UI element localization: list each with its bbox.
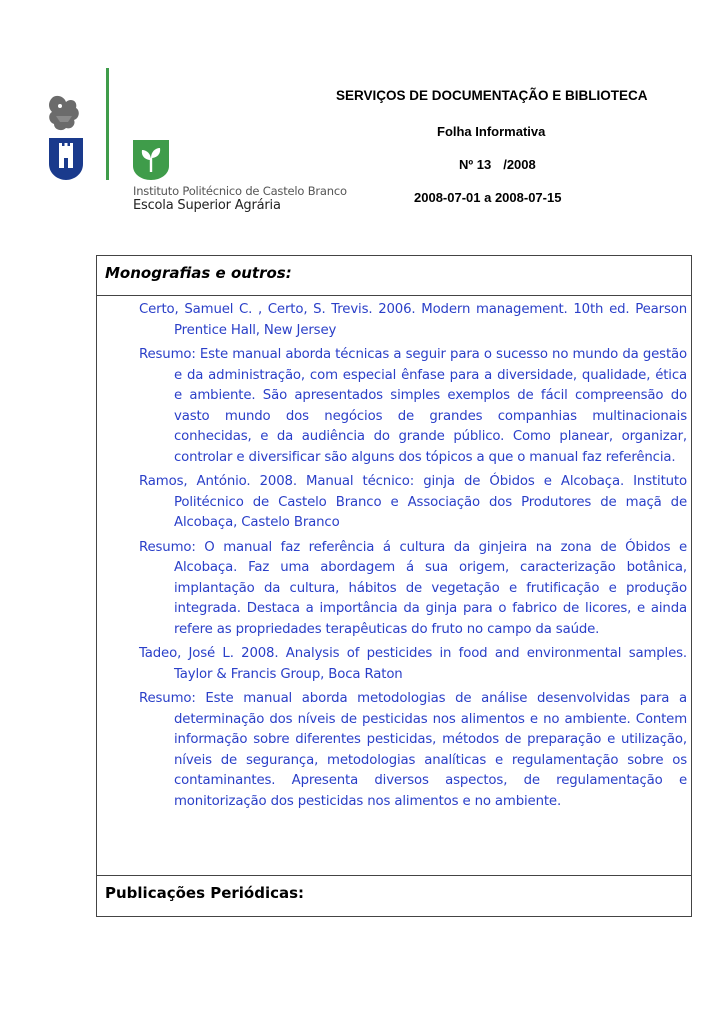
list-item: Resumo: Este manual aborda metodologias de análise desenvolvidas para a determinação dos níveis de pesticidas nos alimentos e no ambiente. Contem informação sobre diferentes pesticidas, métodos de preparação e utilização, níveis de segurança, metodologias analíticas e regulamentação sobre os contaminantes. Apresenta diversos aspectos, de regulamentação e monitorização dos pesticidas nos alimentos e no ambiente.: [139, 691, 687, 809]
issue-number: [459, 157, 536, 172]
issue-number-year: /2008: [503, 157, 536, 172]
list-item: Ramos, António. 2008. Manual técnico: ginja de Óbidos e Alcobaça. Instituto Politécnico de Castelo Branco e Associação dos Produtores de maçã de Alcobaça, Castelo Branco: [139, 474, 687, 530]
page-subtitle: Folha Informativa: [437, 124, 546, 139]
issue-dates: 2008-07-01 a 2008-07-15: [414, 190, 562, 205]
green-leaf-logo: [133, 140, 169, 180]
institution-name: Instituto Politécnico de Castelo Branco: [133, 184, 347, 198]
section-title-periodicals: Publicações Periódicas:: [97, 875, 691, 917]
list-item: Tadeo, José L. 2008. Analysis of pesticides in food and environmental samples. Taylor & Francis Group, Boca Raton: [139, 646, 687, 682]
issue-number-label: Nº 13: [459, 157, 492, 172]
section-title-monographs: Monografias e outros:: [97, 260, 691, 296]
list-item: Certo, Samuel C. , Certo, S. Trevis. 2006. Modern management. 10th ed. Pearson Prentice Hall, New Jersey: [139, 302, 687, 338]
entries-list: [139, 300, 687, 816]
list-item: Resumo: O manual faz referência á cultura da ginjeira na zona de Óbidos e Alcobaça. Faz uma abordagem á sua origem, caracterização botânica, implantação da cultura, hábitos de vegetação e frutificação e produção integrada. Destaca a importância da ginja para o fabrico de licores, e ainda refere as propriedades terapêuticas do fruto no campo da saúde.: [139, 539, 687, 637]
page-title: SERVIÇOS DE DOCUMENTAÇÃO E BIBLIOTECA: [336, 88, 648, 103]
content-box: [96, 255, 692, 917]
shield-crest-logo: [46, 94, 86, 180]
list-item: Resumo: Este manual aborda técnicas a seguir para o sucesso no mundo da gestão e da administração, com especial ênfase para a diversidade, qualidade, ética e ambiente. São apresentados simples exemplos de fácil compreensão do vasto mundo dos negócios de grandes companhias multinacionais conhecidas, e da audiência do grande público. Como planear, organizar, controlar e diversificar são alguns dos tópicos a que o manual faz referência.: [139, 347, 687, 465]
header-divider: [106, 68, 109, 180]
school-name: Escola Superior Agrária: [133, 198, 281, 213]
